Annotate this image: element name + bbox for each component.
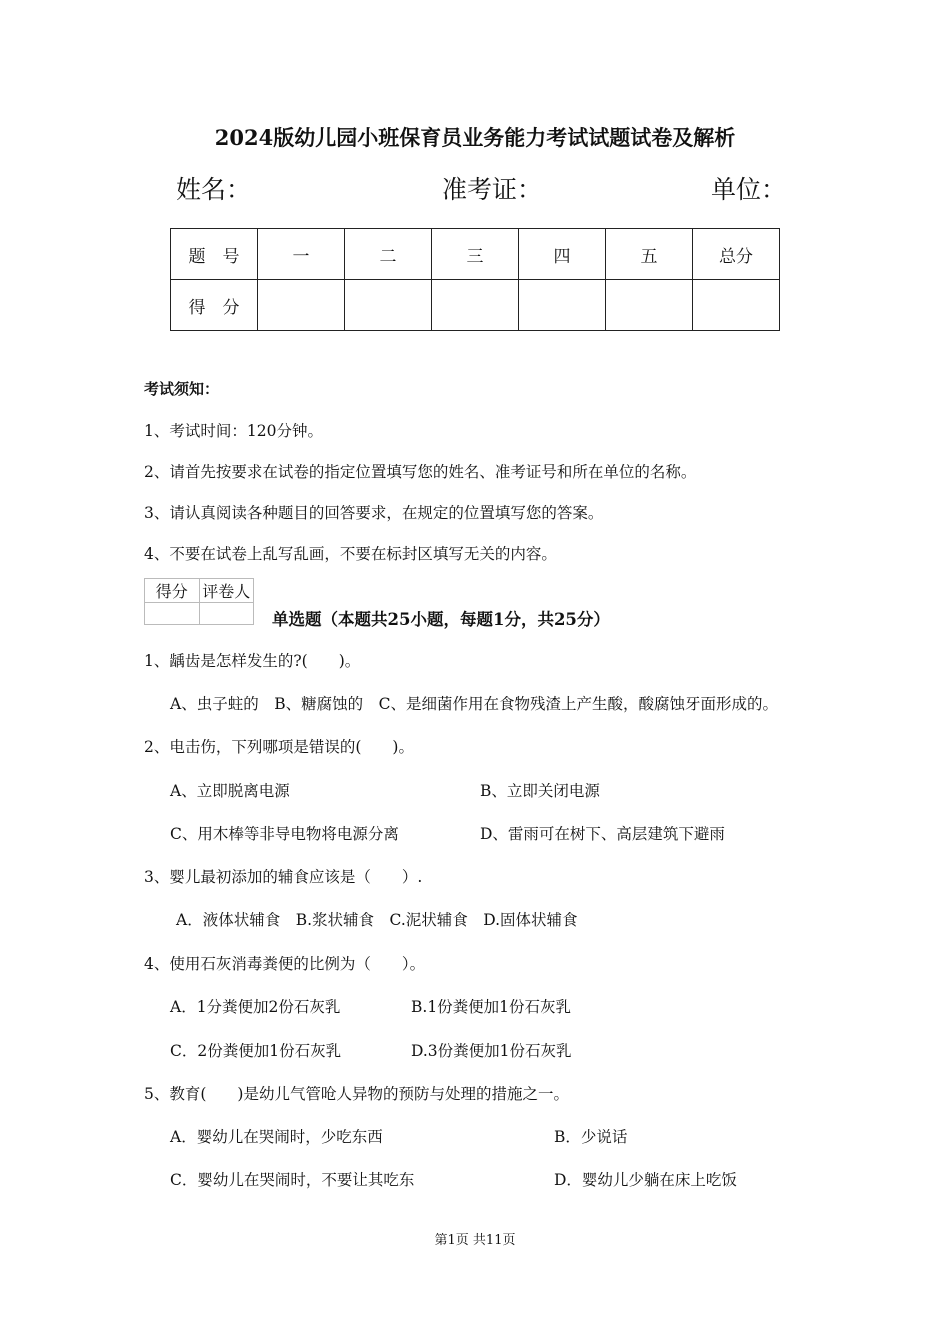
question-option: A．婴幼儿在哭闹时，少吃东西 bbox=[170, 1128, 383, 1146]
grader-box bbox=[144, 578, 254, 625]
grader-name-label: 评卷人 bbox=[199, 579, 254, 603]
col-header-2: 二 bbox=[345, 229, 432, 280]
question-stem: 5、教育( )是幼儿气管呛人异物的预防与处理的措施之一。 bbox=[144, 1085, 569, 1103]
score-table bbox=[170, 228, 780, 331]
question-stem: 1、龋齿是怎样发生的?( )。 bbox=[144, 652, 361, 670]
page-footer: 第1页 共11页 bbox=[434, 1233, 516, 1248]
question-option: B、立即关闭电源 bbox=[480, 782, 600, 800]
col-header-3: 三 bbox=[432, 229, 519, 280]
question-option: B.1份粪便加1份石灰乳 bbox=[411, 998, 572, 1016]
notice-item: 4、不要在试卷上乱写乱画，不要在标封区填写无关的内容。 bbox=[144, 545, 557, 563]
score-table-score-row bbox=[171, 280, 780, 331]
score-cell bbox=[345, 280, 432, 331]
question-option: A、立即脱离电源 bbox=[170, 782, 290, 800]
name-field-label: 姓名： bbox=[176, 175, 252, 204]
notice-item: 2、请首先按要求在试卷的指定位置填写您的姓名、准考证号和所在单位的名称。 bbox=[144, 463, 697, 481]
col-header-4: 四 bbox=[519, 229, 606, 280]
score-cell bbox=[432, 280, 519, 331]
grader-score-cell bbox=[145, 603, 200, 625]
row-label-score: 得 分 bbox=[171, 280, 258, 331]
col-header-total: 总分 bbox=[693, 229, 780, 280]
score-table-header-row bbox=[171, 229, 780, 280]
page-title: 2024版幼儿园小班保育员业务能力考试试题试卷及解析 bbox=[214, 125, 736, 150]
question-stem: 3、婴儿最初添加的辅食应该是（ ）. bbox=[144, 868, 423, 886]
question-option: D、雷雨可在树下、高层建筑下避雨 bbox=[480, 825, 725, 843]
score-cell bbox=[519, 280, 606, 331]
grader-score-label: 得分 bbox=[145, 579, 200, 603]
question-option: C、用木棒等非导电物将电源分离 bbox=[170, 825, 399, 843]
unit-field-label: 单位： bbox=[711, 175, 787, 204]
question-option: A．液体状辅食 B.浆状辅食 C.泥状辅食 D.固体状辅食 bbox=[176, 911, 578, 929]
score-cell bbox=[606, 280, 693, 331]
score-cell bbox=[693, 280, 780, 331]
question-option: C．2份粪便加1份石灰乳 bbox=[170, 1042, 342, 1060]
notice-item: 1、考试时间：120分钟。 bbox=[144, 422, 323, 440]
col-header-5: 五 bbox=[606, 229, 693, 280]
exam-number-field-label: 准考证： bbox=[442, 175, 543, 204]
question-stem: 2、电击伤，下列哪项是错误的( )。 bbox=[144, 738, 414, 756]
notice-title: 考试须知： bbox=[144, 380, 220, 398]
question-stem: 4、使用石灰消毒粪便的比例为（ ）。 bbox=[144, 955, 426, 973]
question-option: C．婴幼儿在哭闹时，不要让其吃东 bbox=[170, 1171, 415, 1189]
question-option: A、虫子蛀的 B、糖腐蚀的 C、是细菌作用在食物残渣上产生酸，酸腐蚀牙面形成的。 bbox=[170, 695, 778, 713]
score-cell bbox=[258, 280, 345, 331]
col-header-1: 一 bbox=[258, 229, 345, 280]
row-label-question-no: 题 号 bbox=[171, 229, 258, 280]
notice-item: 3、请认真阅读各种题目的回答要求，在规定的位置填写您的答案。 bbox=[144, 504, 604, 522]
question-option: D．婴幼儿少躺在床上吃饭 bbox=[554, 1171, 737, 1189]
section-title: 单选题（本题共25小题，每题1分，共25分） bbox=[272, 610, 610, 629]
question-option: A．1分粪便加2份石灰乳 bbox=[170, 998, 341, 1016]
question-option: B．少说话 bbox=[554, 1128, 628, 1146]
grader-name-cell bbox=[199, 603, 254, 625]
question-option: D.3份粪便加1份石灰乳 bbox=[411, 1042, 572, 1060]
